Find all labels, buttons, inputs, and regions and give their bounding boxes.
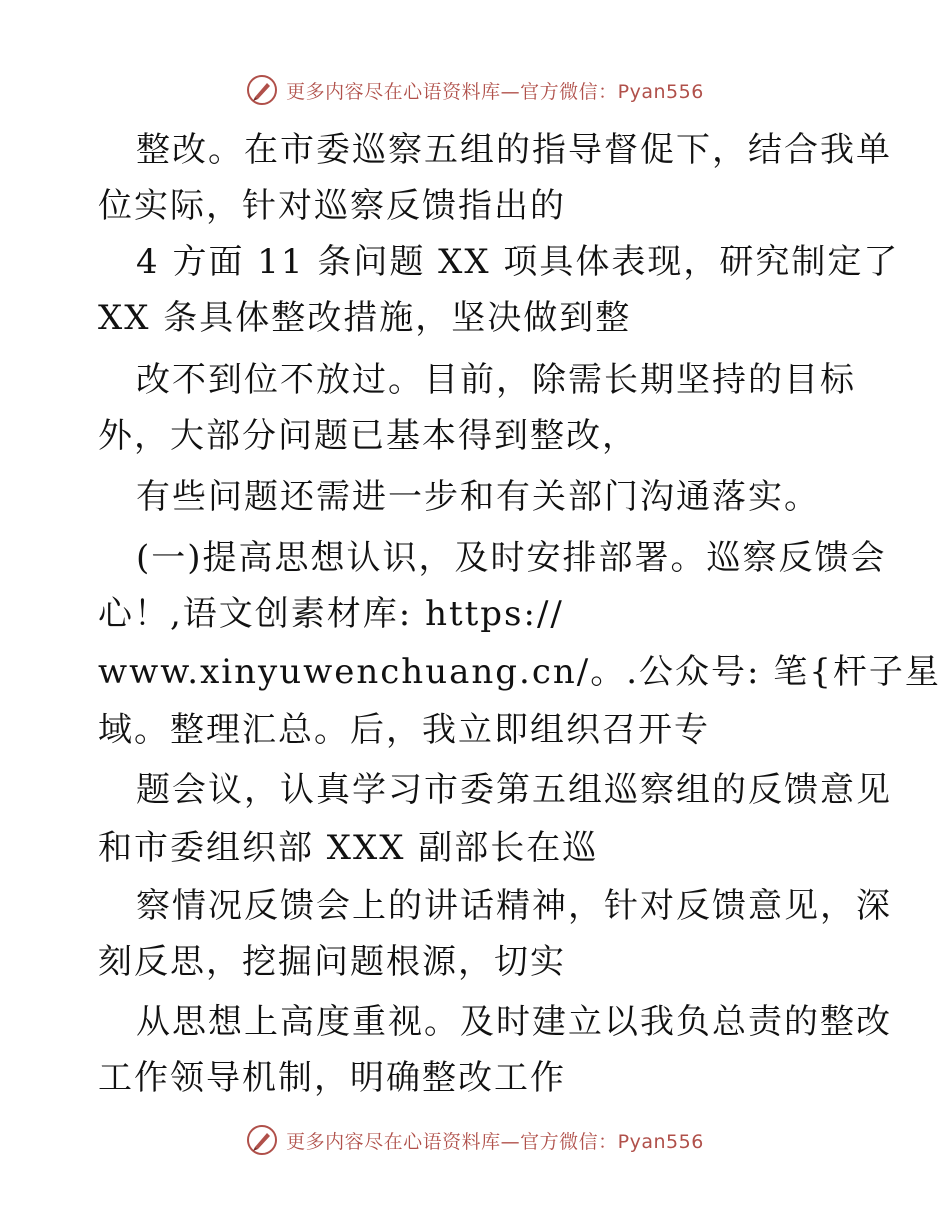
text-line: 位实际，针对巡察反馈指出的: [98, 186, 566, 226]
text-line: 整改。在市委巡察五组的指导督促下，结合我单: [136, 130, 892, 170]
quill-pen-logo-icon: [246, 1124, 278, 1156]
text-line: 和市委组织部 XXX 副部长在巡: [98, 828, 599, 868]
text-line: 改不到位不放过。目前，除需长期坚持的目标: [136, 360, 856, 400]
quill-pen-logo-icon: [246, 74, 278, 106]
text-line: XX 条具体整改措施，坚决做到整: [98, 298, 632, 338]
footer-watermark: [0, 1120, 950, 1160]
text-line: 域。整理汇总。后，我立即组织召开专: [98, 710, 710, 750]
text-line: 4 方面 11 条问题 XX 项具体表现，研究制定了: [136, 242, 900, 282]
text-line: 外，大部分问题已基本得到整改，: [98, 416, 638, 456]
text-line: 从思想上高度重视。及时建立以我负总责的整改: [136, 1002, 892, 1042]
text-line: (一)提高思想认识，及时安排部署。巡察反馈会: [136, 538, 887, 578]
header-watermark: [0, 70, 950, 110]
text-line: 有些问题还需进一步和有关部门沟通落实。: [136, 477, 820, 517]
text-line: 刻反思，挖掘问题根源，切实: [98, 942, 566, 982]
text-line: 题会议，认真学习市委第五组巡察组的反馈意见: [136, 770, 892, 810]
watermark-text: 更多内容尽在心语资料库—官方微信：Pyan556: [286, 80, 704, 103]
text-line: 心！,语文创素材库: https://: [98, 594, 564, 634]
text-line: www.xinyuwenchuang.cn/。.公众号: 笔{杆子星: [98, 652, 941, 692]
text-line: 工作领导机制，明确整改工作: [98, 1058, 566, 1098]
watermark-text: 更多内容尽在心语资料库—官方微信：Pyan556: [286, 1130, 704, 1153]
text-line: 察情况反馈会上的讲话精神，针对反馈意见，深: [136, 886, 892, 926]
